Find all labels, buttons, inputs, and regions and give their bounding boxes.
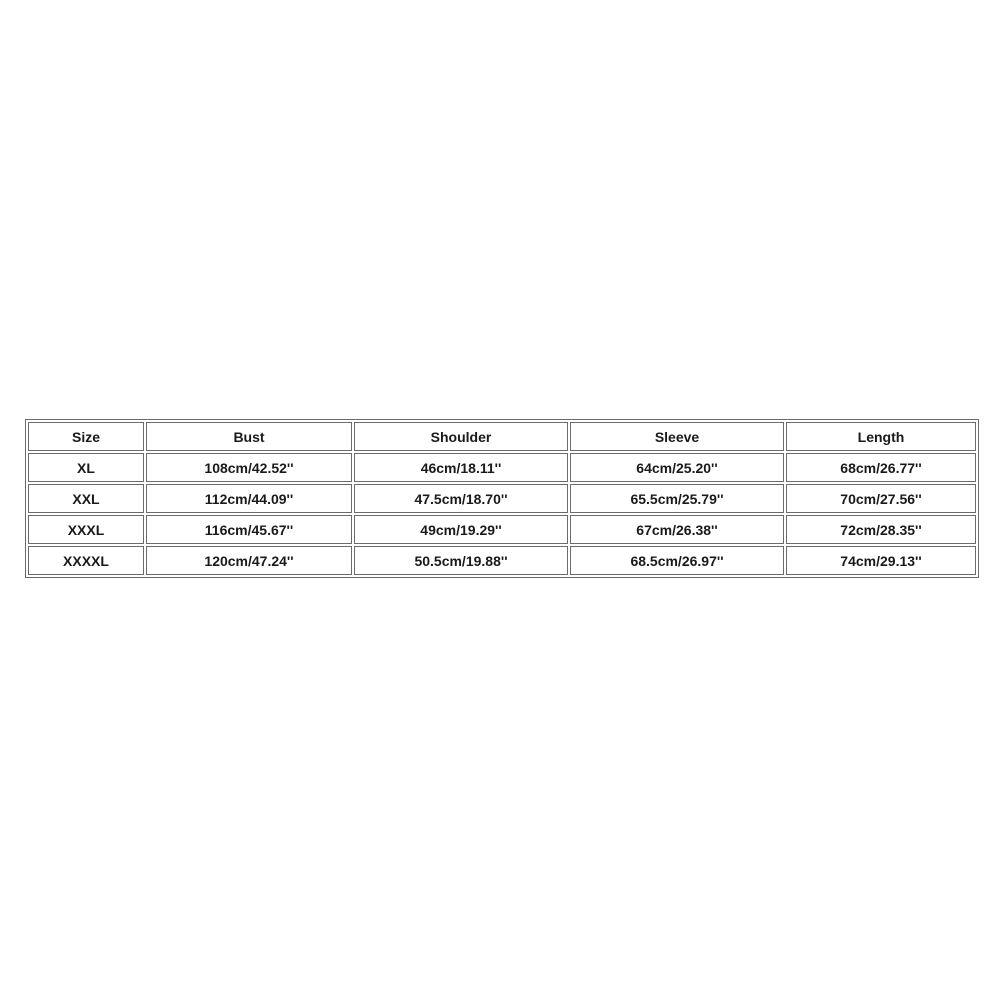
bust-cell: 116cm/45.67'': [146, 515, 352, 544]
size-cell: XXL: [28, 484, 144, 513]
sleeve-cell: 67cm/26.38'': [570, 515, 784, 544]
table-row: [28, 515, 976, 544]
size-chart-table: [25, 419, 979, 578]
table-row: [28, 453, 976, 482]
shoulder-cell: 47.5cm/18.70'': [354, 484, 568, 513]
shoulder-cell: 46cm/18.11'': [354, 453, 568, 482]
bust-cell: 120cm/47.24'': [146, 546, 352, 575]
table-header-row: [28, 422, 976, 451]
bust-cell: 112cm/44.09'': [146, 484, 352, 513]
size-cell: XXXL: [28, 515, 144, 544]
table-row: [28, 546, 976, 575]
header-size: Size: [28, 422, 144, 451]
header-length: Length: [786, 422, 976, 451]
length-cell: 68cm/26.77'': [786, 453, 976, 482]
table-row: [28, 484, 976, 513]
length-cell: 74cm/29.13'': [786, 546, 976, 575]
length-cell: 70cm/27.56'': [786, 484, 976, 513]
sleeve-cell: 68.5cm/26.97'': [570, 546, 784, 575]
size-cell: XL: [28, 453, 144, 482]
length-cell: 72cm/28.35'': [786, 515, 976, 544]
shoulder-cell: 49cm/19.29'': [354, 515, 568, 544]
header-shoulder: Shoulder: [354, 422, 568, 451]
header-sleeve: Sleeve: [570, 422, 784, 451]
sleeve-cell: 65.5cm/25.79'': [570, 484, 784, 513]
sleeve-cell: 64cm/25.20'': [570, 453, 784, 482]
shoulder-cell: 50.5cm/19.88'': [354, 546, 568, 575]
bust-cell: 108cm/42.52'': [146, 453, 352, 482]
size-cell: XXXXL: [28, 546, 144, 575]
header-bust: Bust: [146, 422, 352, 451]
